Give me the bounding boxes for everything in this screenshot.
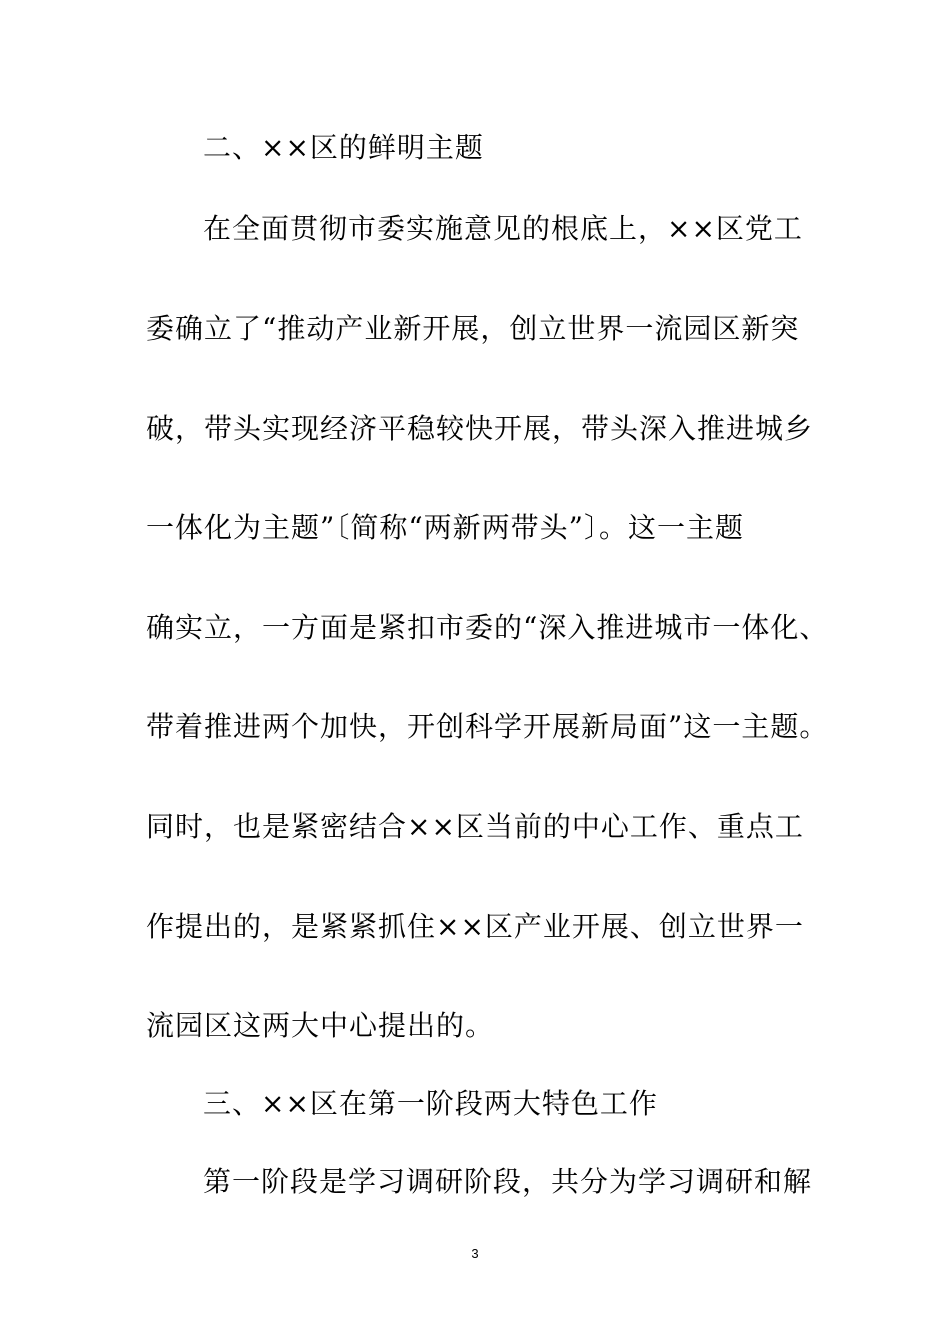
paragraph-line: 破，带头实现经济平稳较快开展，带头深入推进城乡 — [146, 412, 814, 445]
paragraph-line: 第一阶段是学习调研阶段，共分为学习调研和解 — [203, 1165, 813, 1198]
paragraph-line: 一体化为主题”〔简称“两新两带头”〕。这一主题 — [146, 511, 744, 544]
paragraph-line: 同时，也是紧密结合××区当前的中心工作、重点工 — [146, 810, 804, 843]
paragraph-line: 流园区这两大中心提出的。 — [146, 1009, 495, 1042]
section-heading-2: 二、××区的鲜明主题 — [203, 131, 484, 164]
paragraph-line: 作提出的，是紧紧抓住××区产业开展、创立世界一 — [146, 910, 804, 943]
paragraph-line: 在全面贯彻市委实施意见的根底上，××区党工 — [203, 212, 803, 245]
paragraph-line: 带着推进两个加快，开创科学开展新局面”这一主题。 — [146, 710, 829, 743]
section-heading-3: 三、××区在第一阶段两大特色工作 — [203, 1087, 658, 1120]
page-number: 3 — [471, 1246, 479, 1261]
paragraph-line: 委确立了“推动产业新开展，创立世界一流园区新突 — [146, 312, 800, 345]
paragraph-line: 确实立，一方面是紧扣市委的“深入推进城市一体化、 — [146, 611, 829, 644]
